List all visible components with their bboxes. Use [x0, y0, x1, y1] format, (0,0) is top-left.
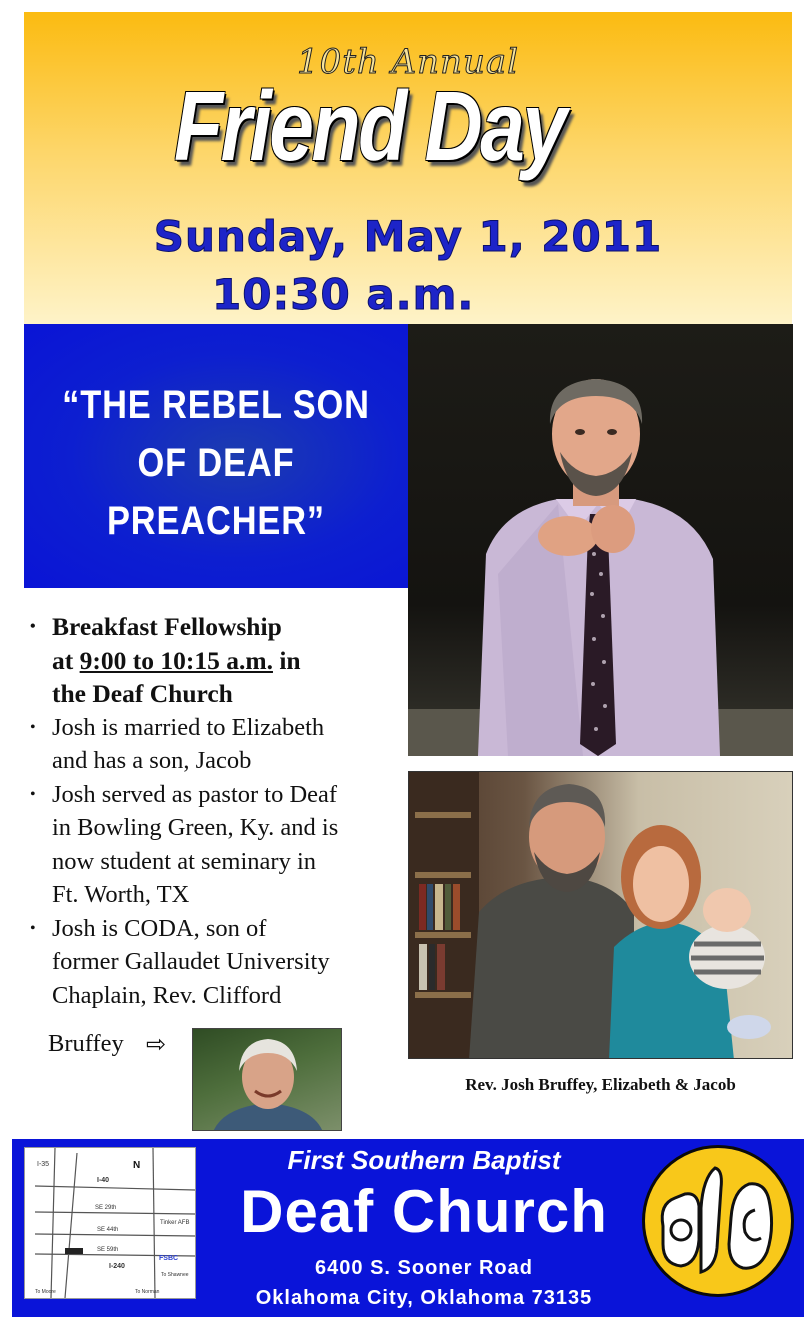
address-line: Oklahoma City, Oklahoma 73135	[255, 1287, 593, 1309]
asl-hands-logo-icon	[645, 1148, 791, 1294]
family-photo	[408, 771, 793, 1059]
map-label: SE 59th	[97, 1247, 119, 1253]
north-arrow-icon: N	[133, 1160, 141, 1171]
family-figure	[409, 772, 793, 1059]
photo-caption: Rev. Josh Bruffey, Elizabeth & Jacob	[465, 1075, 736, 1094]
breakfast-time: 9:00 to 10:15 a.m.	[79, 645, 273, 675]
church-title: Deaf Church	[240, 1178, 608, 1245]
map-label: To Moore	[35, 1289, 56, 1295]
list-item	[30, 610, 402, 711]
list-item	[30, 912, 402, 1013]
list-line: former Gallaudet University	[52, 948, 330, 975]
annual-label: 10th Annual	[296, 42, 520, 82]
sermon-title-line: “THE REBEL SON	[62, 383, 370, 427]
bullet-icon: •	[30, 919, 36, 937]
map-label: FSBC	[159, 1255, 179, 1262]
map-label: I-240	[109, 1263, 125, 1270]
clifford-figure	[193, 1029, 342, 1131]
list-item	[30, 778, 402, 912]
map-label: I-35	[37, 1161, 50, 1168]
map-drawing	[25, 1148, 195, 1298]
bullet-icon: •	[30, 718, 36, 736]
sermon-title-box	[24, 324, 408, 588]
map-label: SE 29th	[95, 1205, 117, 1211]
map-label: To Shawnee	[161, 1272, 189, 1278]
event-name: Friend Day	[174, 71, 565, 181]
list-line: Josh is CODA, son of	[52, 914, 267, 942]
info-list	[30, 610, 402, 1012]
preacher-photo	[408, 324, 793, 756]
list-line: now student at seminary in	[52, 847, 317, 875]
list-item	[30, 711, 402, 778]
bullet-icon: •	[30, 618, 36, 635]
event-header	[24, 12, 792, 324]
list-line: Josh is married to Elizabeth	[52, 713, 325, 741]
sermon-title-line: PREACHER”	[106, 499, 325, 543]
map-label: I-40	[97, 1177, 110, 1184]
church-name: First Southern Baptist	[287, 1145, 561, 1175]
map-label: Tinker AFB	[160, 1220, 190, 1226]
list-text: at	[52, 645, 80, 675]
sermon-title-line: OF DEAF	[137, 441, 295, 485]
preacher-figure	[408, 324, 793, 756]
address-line: 6400 S. Sooner Road	[315, 1257, 533, 1279]
event-time: 10:30 a.m.	[212, 270, 475, 319]
list-line: Josh served as pastor to Deaf	[52, 780, 338, 808]
list-line: in Bowling Green, Ky. and is	[52, 814, 339, 841]
list-line: Chaplain, Rev. Clifford	[52, 981, 282, 1009]
list-text: in	[272, 645, 301, 675]
right-arrow-icon: ⇨	[146, 1030, 167, 1058]
list-line: the Deaf Church	[52, 679, 233, 708]
clifford-photo	[192, 1028, 342, 1131]
event-date: Sunday, May 1, 2011	[153, 212, 663, 261]
church-address	[202, 1253, 646, 1313]
list-line: Breakfast Fellowship	[52, 612, 282, 641]
church-logo	[642, 1145, 794, 1297]
list-line	[52, 644, 402, 678]
location-map	[24, 1147, 196, 1299]
map-label: SE 44th	[97, 1227, 119, 1233]
bullet-icon: •	[30, 785, 36, 803]
church-footer	[12, 1139, 804, 1317]
list-line-bruffey: Bruffey	[48, 1030, 124, 1057]
map-label: To Norman	[135, 1289, 160, 1295]
list-line: and has a son, Jacob	[52, 747, 252, 774]
list-line: Ft. Worth, TX	[52, 881, 190, 908]
sermon-title	[51, 376, 381, 550]
